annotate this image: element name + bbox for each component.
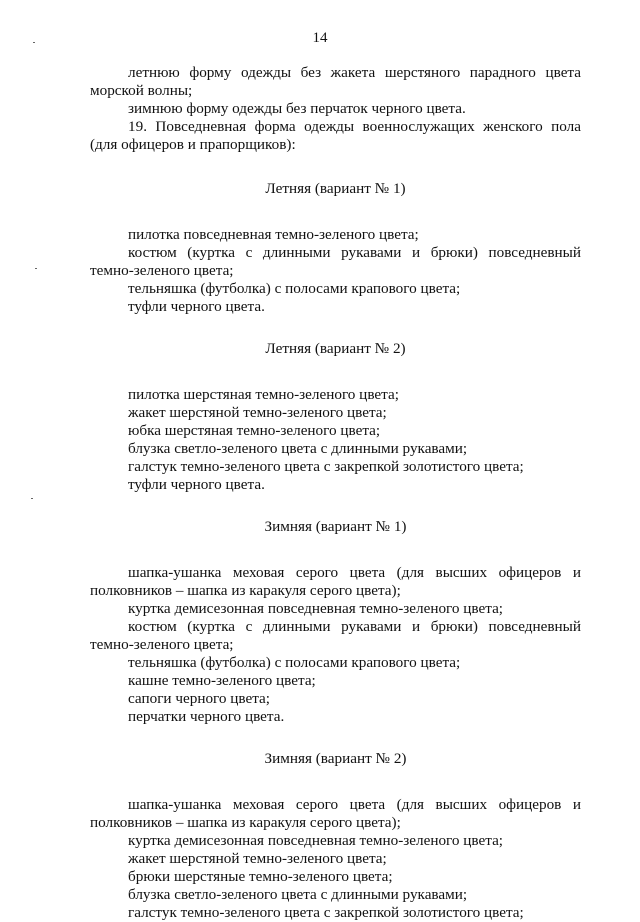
section-heading: Зимняя (вариант № 2) [264, 750, 407, 767]
list-item: галстук темно-зеленого цвета с закрепкой золотистого цвета; [128, 904, 524, 921]
paragraph: летнюю форму одежды без жакета шерстяного парадного цвета морской волны; [90, 64, 581, 99]
list-item: жакет шерстяной темно-зеленого цвета; [128, 850, 387, 867]
list-item: костюм (куртка с длинными рукавами и брюки) повседневный темно-зеленого цвета; [90, 244, 581, 279]
list-item: шапка-ушанка меховая серого цвета (для высших офицеров и полковников – шапка из каракуля серого цвета); [90, 796, 581, 831]
list-item: блузка светло-зеленого цвета с длинными рукавами; [128, 440, 468, 457]
scan-speck [33, 42, 35, 43]
document-body [90, 64, 581, 922]
list-item: пилотка повседневная темно-зеленого цвета; [128, 226, 419, 243]
section-heading: Летняя (вариант № 2) [265, 340, 406, 357]
list-item: костюм (куртка с длинными рукавами и брюки) повседневный темно-зеленого цвета; [90, 618, 581, 653]
section-heading: Летняя (вариант № 1) [265, 180, 406, 197]
list-item: жакет шерстяной темно-зеленого цвета; [128, 404, 387, 421]
list-item: туфли черного цвета. [128, 476, 265, 493]
list-item: пилотка шерстяная темно-зеленого цвета; [128, 386, 399, 403]
scan-speck [35, 268, 37, 269]
list-item: куртка демисезонная повседневная темно-зеленого цвета; [128, 600, 504, 617]
scan-speck [31, 498, 33, 499]
list-item: юбка шерстяная темно-зеленого цвета; [128, 422, 381, 439]
page-number: 14 [312, 30, 328, 46]
list-item: куртка демисезонная повседневная темно-зеленого цвета; [128, 832, 504, 849]
paragraph: 19. Повседневная форма одежды военнослужащих женского пола (для офицеров и прапорщиков): [90, 118, 581, 153]
paragraph: зимнюю форму одежды без перчаток черного цвета. [128, 100, 466, 117]
section-heading: Зимняя (вариант № 1) [264, 518, 407, 535]
list-item: сапоги черного цвета; [128, 690, 271, 707]
list-item: блузка светло-зеленого цвета с длинными рукавами; [128, 886, 468, 903]
list-item: галстук темно-зеленого цвета с закрепкой золотистого цвета; [128, 458, 524, 475]
list-item: туфли черного цвета. [128, 298, 265, 315]
list-item: тельняшка (футболка) с полосами крапового цвета; [128, 280, 461, 297]
list-item: тельняшка (футболка) с полосами крапового цвета; [128, 654, 461, 671]
list-item: перчатки черного цвета. [128, 708, 285, 725]
list-item: шапка-ушанка меховая серого цвета (для высших офицеров и полковников – шапка из каракуля серого цвета); [90, 564, 581, 599]
list-item: брюки шерстяные темно-зеленого цвета; [128, 868, 393, 885]
list-item: кашне темно-зеленого цвета; [128, 672, 316, 689]
